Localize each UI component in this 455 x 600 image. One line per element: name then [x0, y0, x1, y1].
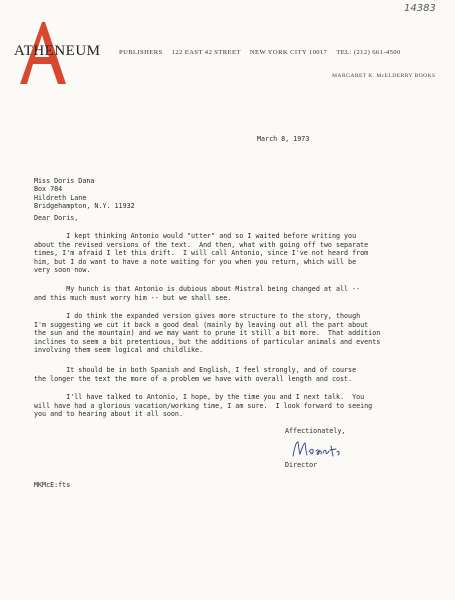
recipient-address: [34, 168, 135, 211]
letter-date: March 8, 1973: [257, 135, 310, 143]
recipient-line: Miss Doris Dana: [34, 176, 95, 185]
body-paragraph-3: I do think the expanded version gives more structure to the story, though I'm suggesting we cut it back a good deal (mainly by leaving out all the part about the sun and the mountain) and we may want to prune it still a bit more. That addition inclines to seem a bit pretentious, but the additions of particular animals and events involving them seem logical and childlike.: [34, 312, 381, 355]
handwritten-signature: [290, 438, 342, 460]
letterhead-contact-line: [119, 49, 408, 56]
street-address: 122 EAST 42 STREET: [171, 49, 241, 56]
body-paragraph-4: It should be in both Spanish and English, I feel strongly, and of course the longer the text the more of a problem we have with overall length and cost.: [34, 366, 357, 383]
publisher-label: PUBLISHERS: [119, 49, 163, 56]
city-address: NEW YORK CITY 10017: [249, 49, 328, 56]
salutation: Dear Doris,: [34, 214, 79, 222]
signer-title: Director: [285, 461, 318, 469]
imprint-name: MARGARET K. McELDERRY BOOKS: [332, 73, 436, 79]
body-paragraph-2: My hunch is that Antonio is dubious about Mistral being changed at all -- and this much must worry him -- but we shall see.: [34, 285, 361, 302]
body-paragraph-5: I'll have talked to Antonio, I hope, by the time you and I next talk. You will have had a glorious vacation/working time, I am sure. I look forward to seeing you and to hearing about it all soon.: [34, 393, 373, 419]
closing: Affectionately,: [285, 427, 346, 435]
recipient-line: Hildreth Lane: [34, 193, 87, 202]
publisher-name: ATHENEUM: [14, 43, 101, 59]
telephone: TEL: (212) 661-4500: [336, 49, 401, 56]
archive-number: 14383: [404, 3, 436, 14]
reference-initials: MKMcE:fts: [34, 481, 71, 489]
recipient-line: Box 784: [34, 185, 63, 194]
body-paragraph-1: I kept thinking Antonio would "utter" and so I waited before writing you about the revised versions of the text. And then, what with going off two separate times, I'm afraid I let this drift. I will call Antonio, since I've not heard from him, but I do want to have a note waiting for you when you return, which will be very soon now.: [34, 232, 369, 275]
recipient-line: Bridgehampton, N.Y. 11932: [34, 202, 135, 211]
